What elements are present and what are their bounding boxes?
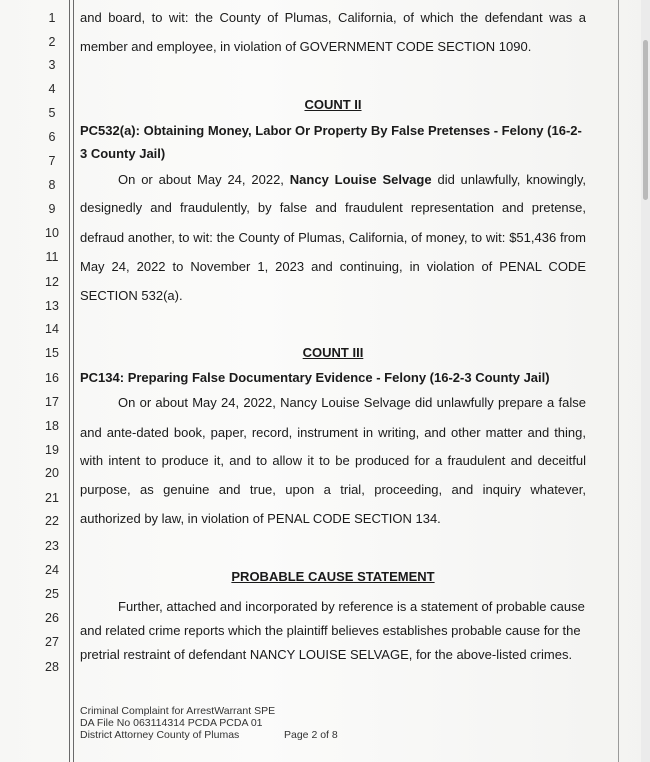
- line-number: 26: [45, 611, 59, 625]
- line-number: 1: [48, 11, 56, 25]
- line-number: 21: [45, 491, 59, 505]
- body-text: did unlawfully, knowingly,: [431, 172, 586, 187]
- count-title: 3 County Jail): [80, 146, 166, 161]
- line-number: 17: [45, 395, 59, 409]
- line-number: 6: [48, 130, 56, 144]
- body-line: purpose, as genuine and true, upon a trial, proceeding, and inquiry whatever,: [80, 482, 586, 497]
- section-heading: PROBABLE CAUSE STATEMENT: [231, 569, 435, 584]
- body-text: On or about May 24, 2022,: [118, 172, 290, 187]
- line-number: 25: [45, 587, 59, 601]
- line-number: 16: [45, 371, 59, 385]
- body-line: member and employee, in violation of GOVERNMENT CODE SECTION 1090.: [80, 39, 532, 54]
- line-number: 11: [45, 250, 59, 264]
- page-number: Page 2 of 8: [284, 729, 338, 741]
- body-line: Further, attached and incorporated by reference is a statement of probable cause: [118, 599, 585, 614]
- line-number: 15: [45, 346, 59, 360]
- body-line: pretrial restraint of defendant NANCY LOUISE SELVAGE, for the above-listed crimes.: [80, 647, 573, 662]
- line-number: 7: [48, 154, 56, 168]
- line-number: 28: [45, 660, 59, 674]
- scrollbar[interactable]: [641, 0, 650, 762]
- line-number: 10: [45, 226, 59, 240]
- scrollbar-thumb[interactable]: [643, 40, 648, 200]
- line-number: 13: [45, 299, 59, 313]
- body-line: authorized by law, in violation of PENAL CODE SECTION 134.: [80, 511, 441, 526]
- line-number: 23: [45, 539, 59, 553]
- line-number: 9: [48, 202, 56, 216]
- count-heading: COUNT II: [304, 97, 362, 112]
- body-line: with intent to produce it, and to allow it to be produced for a fraudulent and deceitful: [80, 453, 586, 468]
- defendant-name: Nancy Louise Selvage: [289, 172, 432, 187]
- line-number: 12: [45, 275, 59, 289]
- right-margin-rule: [618, 0, 619, 762]
- line-number: 4: [48, 82, 56, 96]
- body-line: and board, to wit: the County of Plumas, California, of which the defendant was a: [80, 10, 586, 25]
- line-number: 24: [45, 563, 59, 577]
- count-title: PC532(a): Obtaining Money, Labor Or Property By False Pretenses - Felony (16-2-: [80, 123, 582, 138]
- left-margin-rule: [69, 0, 70, 762]
- left-margin-rule: [73, 0, 74, 762]
- body-line: On or about May 24, 2022, Nancy Louise Selvage did unlawfully prepare a false: [118, 395, 586, 410]
- body-line: and related crime reports which the plaintiff believes establishes probable cause for the: [80, 623, 581, 638]
- body-line: designedly and fraudulently, by false and fraudulent representation and pretense,: [80, 200, 586, 215]
- count-title: PC134: Preparing False Documentary Evidence - Felony (16-2-3 County Jail): [80, 370, 550, 385]
- line-number-gutter: [0, 0, 66, 762]
- count-heading: COUNT III: [302, 345, 364, 360]
- line-number: 2: [48, 35, 56, 49]
- footer-file-number: DA File No 063114314 PCDA PCDA 01: [80, 717, 263, 729]
- body-line: May 24, 2022 to November 1, 2023 and continuing, in violation of PENAL CODE: [80, 259, 586, 274]
- line-number: 14: [45, 322, 59, 336]
- body-line: SECTION 532(a).: [80, 288, 183, 303]
- line-number: 19: [45, 443, 59, 457]
- body-line: defraud another, to wit: the County of Plumas, California, of money, to wit: $51,436 from: [80, 230, 586, 245]
- footer-office: District Attorney County of Plumas: [80, 729, 240, 741]
- body-line: [80, 172, 586, 188]
- line-number: 27: [45, 635, 59, 649]
- line-number: 18: [45, 419, 59, 433]
- line-number: 22: [45, 514, 59, 528]
- line-number: 8: [48, 178, 56, 192]
- line-number: 20: [45, 466, 59, 480]
- footer-title: Criminal Complaint for ArrestWarrant SPE: [80, 705, 276, 717]
- line-number: 5: [48, 106, 56, 120]
- body-line: and ante-dated book, paper, record, instrument in writing, and other matter and thing,: [80, 425, 586, 440]
- line-number: 3: [48, 58, 56, 72]
